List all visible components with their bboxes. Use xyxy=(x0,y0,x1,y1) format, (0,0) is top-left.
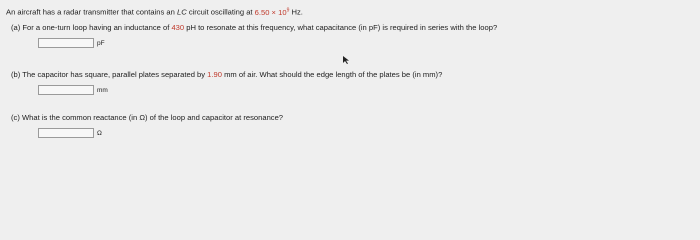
part-c-label: (c) xyxy=(11,113,20,122)
part-a-text-prefix: For a one-turn loop having an inductance of xyxy=(22,23,170,32)
part-a-answer-box xyxy=(38,38,94,48)
part-a-text-suffix: pH to resonate at this frequency, what capacitance (in pF) is required in series with the loop? xyxy=(186,23,498,32)
part-a-answer-row xyxy=(38,37,105,49)
intro-mid: circuit oscillating at xyxy=(188,7,253,17)
part-a-unit: pF xyxy=(97,39,105,47)
part-a-question xyxy=(11,23,497,33)
part-c-answer-row xyxy=(38,127,102,139)
part-b-separation: 1.90 xyxy=(207,70,222,79)
part-c-answer-input[interactable] xyxy=(39,137,93,145)
part-c-answer-box xyxy=(38,128,94,138)
mouse-cursor-icon xyxy=(342,55,350,65)
intro-prefix: An aircraft has a radar transmitter that contains an xyxy=(6,7,175,17)
part-a-answer-input[interactable] xyxy=(39,47,93,55)
part-c-question xyxy=(11,113,283,123)
frequency-mantissa: 6.50 × 10 xyxy=(254,7,287,17)
intro-suffix: Hz. xyxy=(291,7,303,17)
frequency-exponent: 9 xyxy=(286,7,290,13)
part-b-question xyxy=(11,70,442,80)
part-b-unit: mm xyxy=(97,86,108,94)
part-b-text-prefix: The capacitor has square, parallel plates separated by xyxy=(22,70,206,79)
part-b-text-suffix: mm of air. What should the edge length of the plates be (in mm)? xyxy=(224,70,443,79)
part-c-unit: Ω xyxy=(97,129,102,137)
part-b-answer-input[interactable] xyxy=(39,94,93,102)
part-c-text: What is the common reactance (in Ω) of the loop and capacitor at resonance? xyxy=(21,113,284,122)
part-a-inductance: 430 xyxy=(171,23,185,32)
part-b-label: (b) xyxy=(11,70,21,79)
part-a-label: (a) xyxy=(11,23,21,32)
part-b-answer-box xyxy=(38,85,94,95)
part-b-answer-row xyxy=(38,84,108,96)
frequency-value xyxy=(255,8,290,17)
intro-lc: LC xyxy=(176,7,187,17)
problem-statement xyxy=(6,5,303,18)
